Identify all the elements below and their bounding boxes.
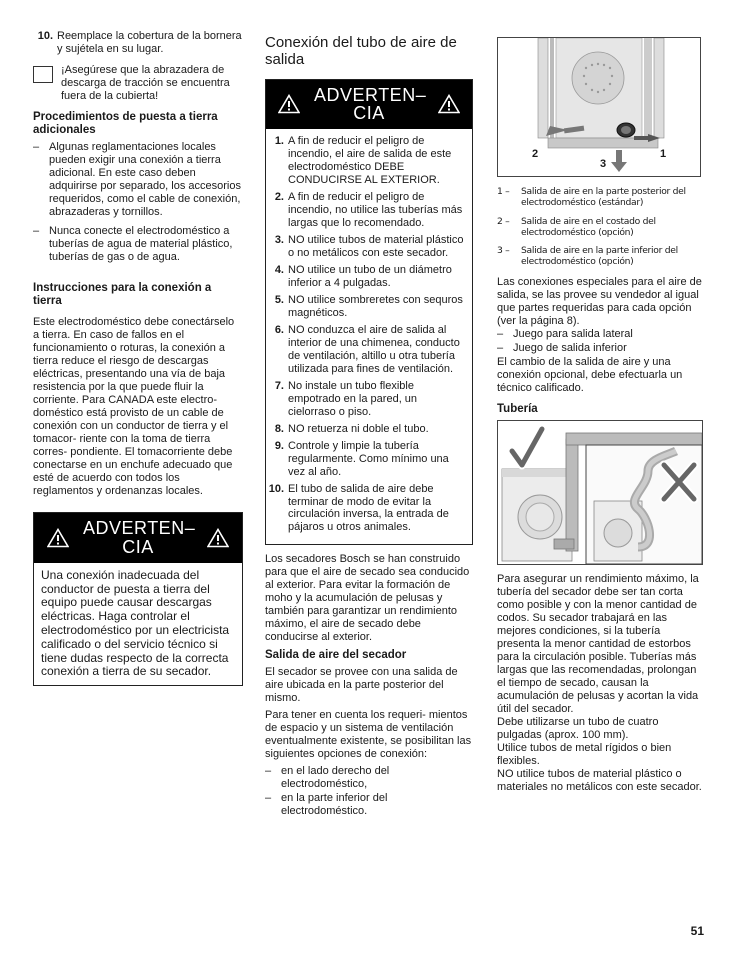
warning-triangle-icon <box>438 94 460 114</box>
heading-ground-procedures: Procedimientos de puesta a tierra adicionales <box>33 110 218 137</box>
step-number: 10. <box>37 30 53 42</box>
performance-paragraph: Para asegurar un rendimiento máximo, la tubería del secador debe ser tan corta como posible y con la menor cantidad de codos. Su secador trabajará en las mejores condiciones, si la tubería presenta la menor cantidad de estorbos para la circulación posible. Tuberías más largas que las recomendadas, prolongan el tiempo de secado, causan la acumulación de pelusas y acortan la vida útil del secador. <box>497 573 699 715</box>
list-item: – Algunas reglamentaciones locales pueden exigir una conexión a tierra adicional. En este caso deben adquirirse por separado, los accesorios requeridos, como el cable de conexión, abrazaderas y tornillos. <box>33 141 241 219</box>
caption-item: 3 – Salida de aire en la parte inferior del electrodoméstico (opción) <box>497 245 678 268</box>
list-item: 6. NO conduzca el aire de salida al interior de una chimenea, conducto de ventilación, altillo u otra tubería utilizada para fines de ventilación. <box>274 323 460 375</box>
warning-triangle-icon <box>47 528 69 548</box>
list-item: 4. NO utilice un tubo de un diámetro inferior a 4 pulgadas. <box>274 264 452 289</box>
bosch-paragraph: Los secadores Bosch se han construido para que el aire de secado sea conducido al exterior. Para evitar la formación de moho y la acumulación de pelusas y también para garantizar un rendimiento máximo, el aire de secado debe conducirse al exterior. <box>265 553 470 644</box>
check-note <box>33 64 243 103</box>
no-plastic-paragraph: NO utilice tubos de material plástico o materiales no metálicos con este secador. <box>497 767 702 793</box>
step-text: Reemplace la cobertura de la bornera y sujétela en su lugar. <box>57 30 242 55</box>
heading-air-outlet: Salida de aire del secador <box>265 649 407 662</box>
list-item: 2. A fin de reducir el peligro de incendio, no utilice las tuberías más largas que lo recomendado. <box>274 191 463 230</box>
caption-item: 2 – Salida de aire en el costado del electrodoméstico (opción) <box>497 215 656 238</box>
figure-label-3: 3 <box>600 158 607 170</box>
warning-body <box>266 129 472 544</box>
ground-procedures-list <box>33 141 243 264</box>
column-middle <box>265 30 473 819</box>
caption-item: 1 – Salida de aire en la parte posterior del electrodoméstico (estándar) <box>497 186 686 208</box>
page-number: 51 <box>690 924 704 938</box>
warning-header <box>266 80 472 130</box>
warning-header <box>34 513 242 563</box>
options-paragraph: Para tener en cuenta los requeri- mientos de espacio y un sistema de ventilación eventualmente existente, se posibilitan las siguientes opciones de conexión: <box>265 709 472 761</box>
technician-paragraph: El cambio de la salida de aire y una conexión opcional, debe efectuarla un técnico calificado. <box>497 355 683 394</box>
warning-list <box>268 135 466 534</box>
special-connections-paragraph: Las conexiones especiales para el aire de salida, se las provee su vendedor al igual que partes requeridas para cada opción (ver la página 8). <box>497 276 702 328</box>
kits-list <box>497 328 705 355</box>
list-item: 3. NO utilice tubos de material plástico o no metálicos con este secador. <box>274 234 464 260</box>
warning-triangle-icon <box>278 94 300 114</box>
warning-box-ground <box>33 512 243 686</box>
pipe-routing-figure <box>497 420 703 565</box>
heading-pipe: Tubería <box>497 402 538 415</box>
pipe-size-paragraph: Debe utilizarse un tubo de cuatro pulgadas (aprox. 100 mm). <box>497 715 659 741</box>
dryer-rear-illustration <box>498 38 700 176</box>
list-item: 1. A fin de reducir el peligro de incendio, el aire de salida de este electrodoméstico DEBE CONDUCIRSE AL EXTERIOR. <box>274 135 452 187</box>
list-item: 9. Controle y limpie la tubería regularmente. Como mínimo una vez al año. <box>274 439 449 478</box>
figure-captions <box>497 187 705 268</box>
dryer-outlet-figure <box>497 37 701 177</box>
outlet-paragraph: El secador se provee con una salida de aire ubicada en la parte posterior del mismo. <box>265 666 458 705</box>
warning-triangle-icon <box>207 528 229 548</box>
list-item: 7. No instale un tubo flexible empotrado en la pared, un cielorraso o piso. <box>274 379 418 418</box>
figure-label-1: 1 <box>660 148 667 160</box>
warning-text: Una conexión inadecuada del conductor de puesta a tierra del equipo puede causar descargas eléctricas. Haga controlar el electrodoméstico por un electricista calificado o del servicio técnico si tiene dudas respecto de la correcta conexión a tierra de su secador. <box>41 567 230 679</box>
check-note-text: ¡Asegúrese que la abrazadera de descarga de tracción se encuentra fuera de la cubierta! <box>61 63 230 102</box>
pipe-routing-illustration <box>498 421 702 564</box>
column-left <box>33 30 243 686</box>
section-heading: Conexión del tubo de aire de salida <box>265 34 457 69</box>
heading-ground-instructions: Instrucciones para la conexión a tierra <box>33 282 212 308</box>
pipe-material-paragraph: Utilice tubos de metal rígidos o bien flexibles. <box>497 741 672 767</box>
ground-paragraph: Este electrodoméstico debe conectárselo a tierra. En caso de fallos en el funcionamiento o roturas, la conexión a tierra reduce el riesgo de descargas eléctricas, presentando una vía de baja resistencia por la que puede fluir la corriente. Para CANADA este electro- doméstico está provisto de un cable de conexión con un conductor de tierra y el tomacor- riente con la toma de tierra corres- pondiente. El tomacorriente debe conectarse en un enchufe adecuado que esté de acuerdo con todos los reglamentos y ordenanzas locales. <box>33 316 235 498</box>
warning-body <box>34 563 242 685</box>
list-item: – en la parte inferior del electrodoméstico. <box>265 792 388 818</box>
warning-box-exhaust <box>265 79 473 546</box>
connection-options-list <box>265 765 473 818</box>
list-item: 8. NO retuerza ni doble el tubo. <box>274 422 429 435</box>
list-item: 5. NO utilice sombreretes con sequros magnéticos. <box>274 293 463 319</box>
warning-title: ADVERTEN– CIA <box>314 84 427 124</box>
column-right <box>497 37 705 794</box>
step-10 <box>33 30 243 56</box>
list-item: – Juego para salida lateral <box>497 328 633 341</box>
list-item: 10. El tubo de salida de aire debe terminar de modo de evitar la circulación inversa, la entrada de pájaros u otros animales. <box>268 482 449 534</box>
warning-title: ADVERTEN– CIA <box>83 518 196 557</box>
list-item: – Juego de salida inferior <box>497 342 627 354</box>
note-checkbox-icon <box>33 66 53 83</box>
list-item: – en el lado derecho del electrodoméstico, <box>265 765 390 791</box>
list-item: – Nunca conecte el electrodoméstico a tuberías de agua de material plástico, tuberías de gas o de agua. <box>33 225 233 264</box>
figure-label-2: 2 <box>532 148 539 160</box>
